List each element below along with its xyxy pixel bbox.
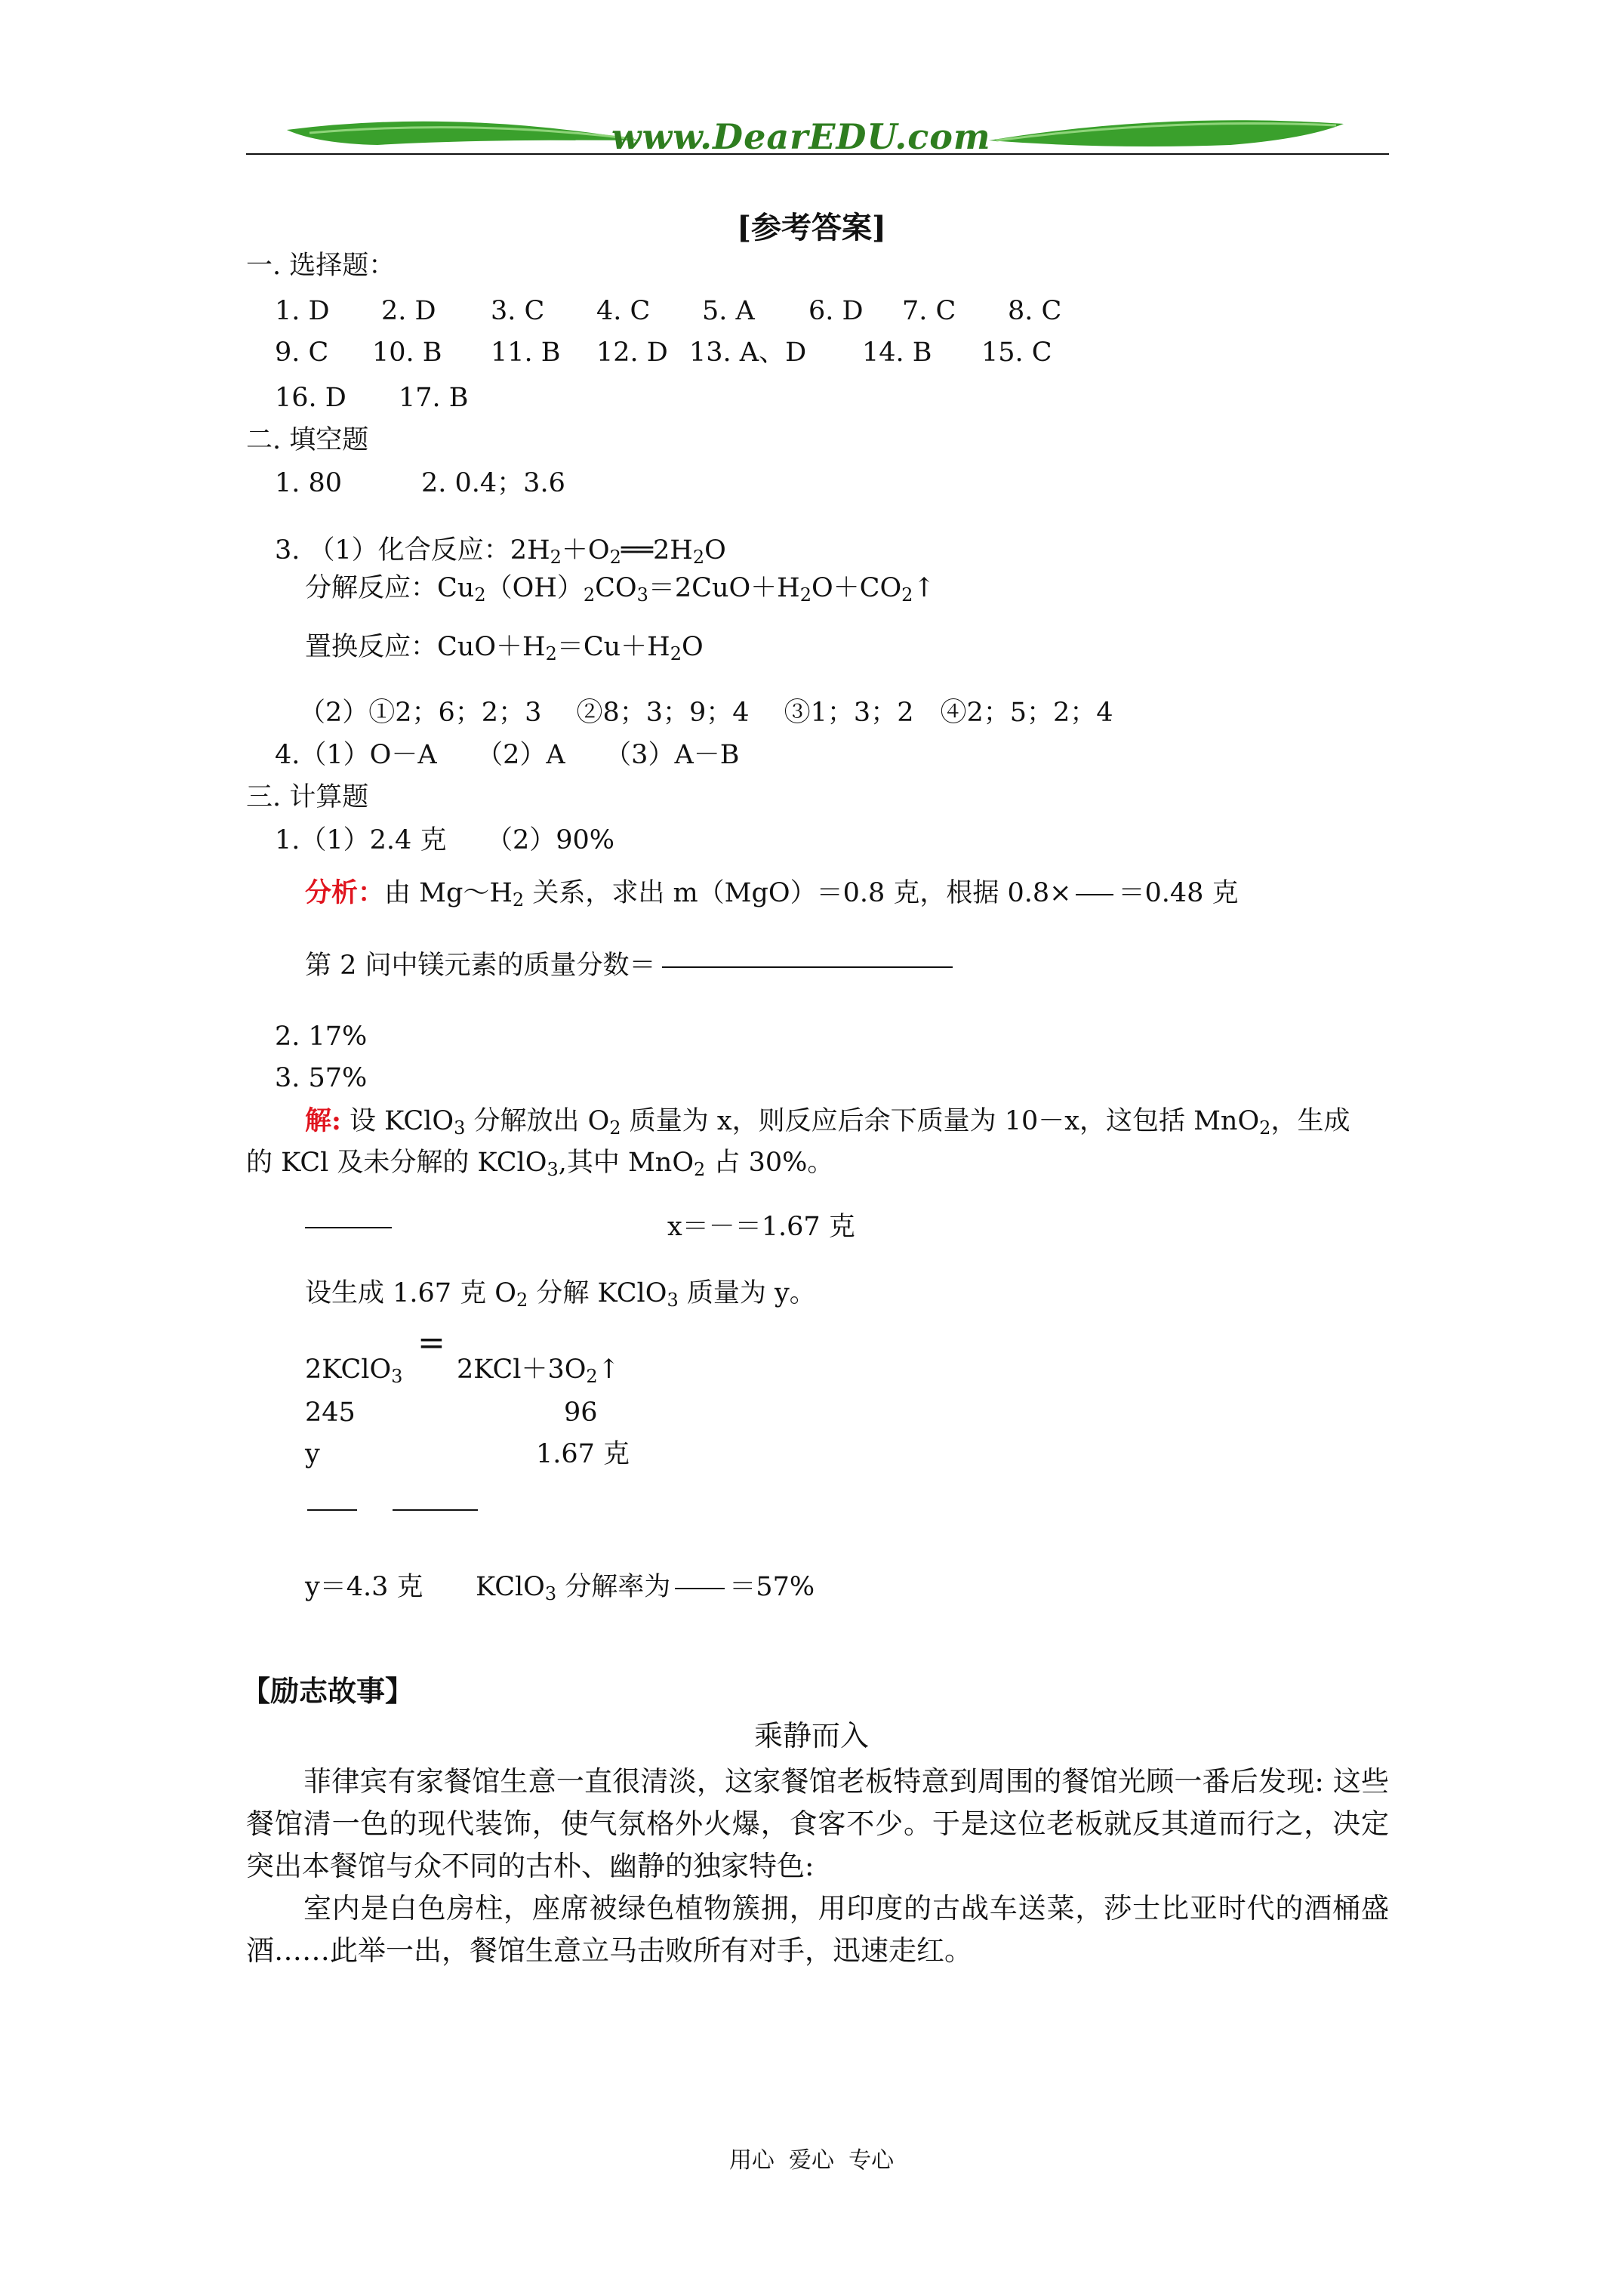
subscript: 2 <box>901 584 913 606</box>
subscript: 3 <box>667 1290 679 1311</box>
story-paragraph: 菲律宾有家餐馆生意一直很清淡，这家餐馆老板特意到周围的餐馆光顾一番后发现: 这些餐馆清一色的现代装饰，使气氛格外火爆，食客不少。于是这位老板就反其道而行之，决定突出本餐馆与众不同的古朴、幽静的独家特色: <box>246 1765 1389 1882</box>
reaction-type-label: 置换反应： <box>305 632 438 662</box>
answer-item: 14. B <box>862 337 932 368</box>
fraction-blank <box>1076 894 1113 895</box>
equation-right <box>457 1354 620 1385</box>
answer-item: 6. D <box>808 296 864 326</box>
y-result: y＝4.3 克 <box>305 1572 423 1602</box>
analysis-label: 分析： <box>305 877 385 908</box>
solution-text: ,其中 MnO <box>558 1148 694 1178</box>
subscript: 3 <box>544 1583 557 1604</box>
answer-item: 5. A <box>702 296 755 326</box>
answer-item: 9. C <box>275 337 329 368</box>
analysis-text: ＝0.48 克 <box>1118 878 1239 908</box>
solution-text: 分解放出 O <box>465 1106 610 1136</box>
page-footer: 用心 爱心 专心 <box>728 2147 895 2174</box>
subscript: 2 <box>474 584 486 606</box>
subscript: 2 <box>586 1366 598 1387</box>
fill-q3-line3 <box>305 632 704 662</box>
solution-text: 设生成 1.67 克 O <box>305 1278 517 1308</box>
formula-part: 2KClO <box>305 1354 392 1385</box>
solution-label: 解: <box>305 1105 341 1136</box>
formula-part: 2H <box>510 535 550 566</box>
variable-right: 1.67 克 <box>536 1439 630 1469</box>
solution-text: ＝57% <box>729 1572 815 1602</box>
fraction-bar <box>393 1509 478 1511</box>
solution-line-1 <box>305 1105 1350 1139</box>
solution-text: 质量为 y。 <box>678 1278 816 1308</box>
fill-q1: 1. 80 <box>275 468 343 498</box>
analysis-text: 由 Mg～H <box>384 878 513 908</box>
formula-part: ＋O <box>561 535 610 566</box>
variable-left: y <box>305 1439 320 1469</box>
answer-item: 1. D <box>275 296 330 326</box>
molar-mass-left: 245 <box>305 1398 356 1428</box>
subscript: 3 <box>547 1159 559 1180</box>
fraction-bar <box>305 1227 392 1228</box>
header-rule <box>246 153 1389 155</box>
calc-q1: 1.（1）2.4 克 （2）90% <box>275 825 615 855</box>
reaction-sign: ══ <box>621 535 654 566</box>
fill-q3-line1 <box>275 535 726 566</box>
subscript: 2 <box>692 547 705 568</box>
formula-part: 2KCl＋3O <box>457 1354 587 1385</box>
solution-text: 占 30%。 <box>705 1148 834 1178</box>
calc-q1-part2 <box>305 951 953 981</box>
formula-part: KClO <box>476 1572 545 1602</box>
subscript: 2 <box>609 547 621 568</box>
answer-item: 10. B <box>372 337 442 368</box>
section-fill-heading: 二. 填空题 <box>246 425 369 455</box>
section-choice-heading: 一. 选择题： <box>246 251 396 281</box>
calc-q2: 2. 17% <box>275 1022 368 1052</box>
gas-arrow: ↑ <box>597 1354 621 1385</box>
answer-item: 2. D <box>381 296 436 326</box>
question-text: 第 2 问中镁元素的质量分数＝ <box>305 951 656 981</box>
fill-q3-part2: （2）①2；6；2；3 ②8；3；9；4 ③1；3；2 ④2；5；2；4 <box>299 698 1113 728</box>
answer-item: 3. C <box>491 296 545 326</box>
story-heading: 【励志故事】 <box>242 1674 414 1708</box>
subscript: 3 <box>636 584 648 606</box>
solution-text: 设 KClO <box>340 1106 454 1136</box>
story-body <box>246 1761 1389 1972</box>
solution-line-2 <box>246 1148 833 1178</box>
gas-arrow: ↑ <box>913 573 935 603</box>
formula-part: （OH） <box>485 573 584 603</box>
solution-text: ，生成 <box>1270 1106 1350 1136</box>
decomposition-rate <box>476 1572 815 1602</box>
formula-part: O <box>704 535 726 566</box>
formula-part: ＝2CuO＋H <box>648 573 800 603</box>
x-result: x＝－＝1.67 克 <box>667 1212 855 1242</box>
subscript: 2 <box>583 584 596 606</box>
molar-mass-right: 96 <box>564 1398 598 1428</box>
formula-part: Cu <box>437 573 475 603</box>
formula-part: O <box>681 632 704 662</box>
equation-left <box>305 1354 402 1385</box>
leaf-swoosh-right <box>989 113 1344 159</box>
page-title: [参考答案] <box>737 210 886 245</box>
answer-item: 17. B <box>399 383 469 413</box>
solution-text: 分解率为 <box>556 1572 671 1602</box>
fill-q2: 2. 0.4；3.6 <box>421 468 565 498</box>
logo-text: www.DearEDU.com <box>611 116 991 157</box>
subscript: 2 <box>550 547 562 568</box>
answer-item: 11. B <box>491 337 561 368</box>
solution-text: 质量为 x，则反应后余下质量为 10－x，这包括 MnO <box>621 1106 1260 1136</box>
section-calc-heading: 三. 计算题 <box>246 782 369 812</box>
formula-part: CuO＋H <box>437 632 546 662</box>
header-logo <box>287 113 1344 159</box>
answer-item: 16. D <box>275 383 346 413</box>
answer-item: 15. C <box>981 337 1052 368</box>
subscript: 2 <box>1259 1117 1271 1139</box>
formula-part: 2H <box>653 535 693 566</box>
calc-q3: 3. 57% <box>275 1063 368 1093</box>
leaf-swoosh-left <box>287 113 642 159</box>
subscript: 2 <box>512 889 525 911</box>
answer-item: 4. C <box>596 296 651 326</box>
analysis-text: 关系，求出 m（MgO）＝0.8 克，根据 0.8× <box>524 878 1072 908</box>
formula-part: ＝Cu＋H <box>556 632 670 662</box>
subscript: 2 <box>694 1159 706 1180</box>
formula-part: CO <box>595 573 637 603</box>
reaction-type-label: 3. （1）化合反应： <box>275 535 510 566</box>
solution-text: 分解 KClO <box>528 1278 667 1308</box>
formula-part: O＋CO <box>811 573 902 603</box>
subscript: 3 <box>391 1366 403 1387</box>
fill-q4: 4.（1）O－A （2）A （3）A－B <box>275 740 740 770</box>
story-title: 乘静而入 <box>753 1719 869 1752</box>
set-line <box>305 1278 816 1311</box>
answer-item: 13. A、D <box>689 337 807 368</box>
fill-q3-line2 <box>305 573 935 606</box>
answer-item: 7. C <box>902 296 956 326</box>
answer-item: 12. D <box>596 337 668 368</box>
subscript: 2 <box>545 643 557 664</box>
subscript: 3 <box>454 1117 466 1139</box>
answer-item: 8. C <box>1008 296 1062 326</box>
fraction-blank <box>675 1588 725 1589</box>
subscript: 2 <box>670 643 682 664</box>
subscript: 2 <box>609 1117 621 1139</box>
fraction-bar <box>307 1509 357 1511</box>
reaction-type-label: 分解反应： <box>305 573 438 603</box>
story-paragraph: 室内是白色房柱，座席被绿色植物簇拥，用印度的古战车送菜，莎士比亚时代的酒桶盛酒……此举一出，餐馆生意立马击败所有对手，迅速走红。 <box>246 1892 1389 1967</box>
calc-analysis <box>305 877 1239 911</box>
solution-text: 的 KCl 及未分解的 KClO <box>246 1148 547 1178</box>
answer-blank <box>662 966 953 968</box>
subscript: 2 <box>516 1290 528 1311</box>
equation-sign: = <box>417 1324 445 1362</box>
subscript: 2 <box>799 584 812 606</box>
